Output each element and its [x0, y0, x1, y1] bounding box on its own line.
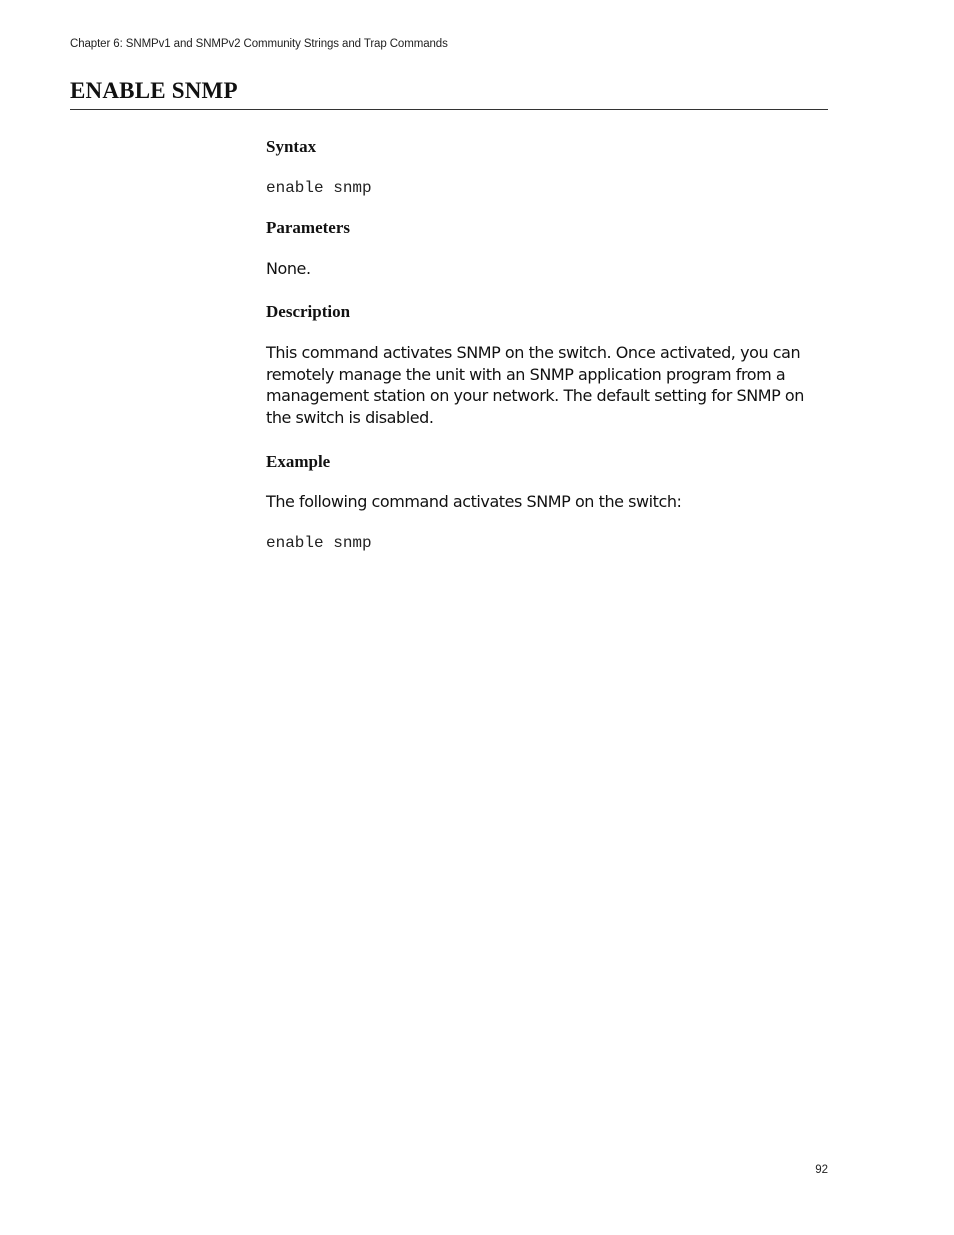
syntax-heading: Syntax — [266, 137, 317, 156]
page-number: 92 — [815, 1164, 828, 1176]
section-title: ENABLE SNMP — [70, 78, 238, 103]
example-text: The following command activates SNMP on the switch: — [266, 492, 682, 511]
syntax-code: enable snmp — [266, 179, 372, 197]
example-code: enable snmp — [266, 534, 372, 552]
title-divider — [70, 109, 828, 110]
description-text: This command activates SNMP on the switch. Once activated, you can remotely manage the unit with an SNMP application program from a management station on your network. The default setting for SNMP on the switch is disabled. — [266, 343, 804, 427]
running-header: Chapter 6: SNMPv1 and SNMPv2 Community Strings and Trap Commands — [70, 38, 448, 50]
parameters-heading: Parameters — [266, 218, 351, 237]
parameters-text: None. — [266, 259, 311, 278]
description-heading: Description — [266, 302, 351, 321]
example-heading: Example — [266, 452, 331, 471]
